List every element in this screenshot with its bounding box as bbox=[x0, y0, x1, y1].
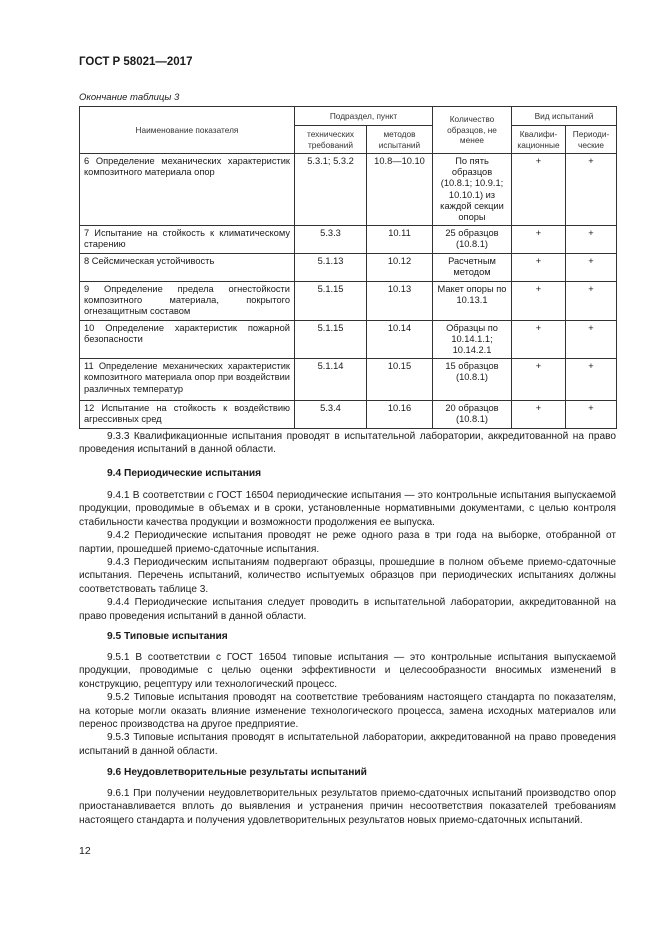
row-quantity: По пять образцов (10.8.1; 10.9.1; 10.10.1) из каждой секции опоры bbox=[433, 154, 512, 226]
row-test-method: 10.11 bbox=[367, 226, 433, 254]
row-qualification: + bbox=[512, 154, 566, 226]
row-tech-req: 5.3.3 bbox=[295, 226, 367, 254]
row-test-method: 10.15 bbox=[367, 359, 433, 401]
paragraph-block bbox=[79, 651, 616, 758]
row-test-method: 10.14 bbox=[367, 320, 433, 359]
header-quantity: Количество образцов, не менее bbox=[433, 107, 512, 154]
page-number: 12 bbox=[79, 845, 91, 857]
row-quantity: 25 образцов (10.8.1) bbox=[433, 226, 512, 254]
header-subsection: Подраздел, пункт bbox=[295, 107, 433, 126]
row-test-method: 10.16 bbox=[367, 401, 433, 429]
row-name: 10 Определение характеристик пожарной безопасности bbox=[80, 320, 295, 359]
row-periodic: + bbox=[566, 359, 617, 401]
row-tech-req: 5.3.1; 5.3.2 bbox=[295, 154, 367, 226]
row-qualification: + bbox=[512, 226, 566, 254]
paragraph-9-5-3: 9.5.3 Типовые испытания проводят в испытательной лаборатории, аккредитованной на право проведения испытаний в данной области. bbox=[79, 732, 616, 757]
paragraph-9-4-1: 9.4.1 В соответствии с ГОСТ 16504 периодические испытания — это контрольные испытания выпускаемой продукции, проводимые в объемах и в сроки, установленные нормативными документами, с целью контроля стабильности качества продукции и возможности продолжения ее выпуска. bbox=[79, 490, 616, 528]
row-qualification: + bbox=[512, 254, 566, 281]
row-name: 8 Сейсмическая устойчивость bbox=[80, 254, 295, 281]
row-qualification: + bbox=[512, 401, 566, 429]
table-row bbox=[80, 281, 617, 320]
row-periodic: + bbox=[566, 226, 617, 254]
row-name: 12 Испытание на стойкость к воздействию агрессивных сред bbox=[80, 401, 295, 429]
table-row bbox=[80, 359, 617, 401]
row-name: 9 Определение предела огнестойкости композитного материала, покрытого огнезащитным составом bbox=[80, 281, 295, 320]
row-name: 7 Испытание на стойкость к климатическому старению bbox=[80, 226, 295, 254]
row-tech-req: 5.1.13 bbox=[295, 254, 367, 281]
paragraph-block bbox=[79, 489, 616, 623]
row-periodic: + bbox=[566, 154, 617, 226]
row-quantity: Макет опоры по 10.13.1 bbox=[433, 281, 512, 320]
row-test-method: 10.13 bbox=[367, 281, 433, 320]
table-caption: Окончание таблицы 3 bbox=[79, 92, 180, 103]
paragraph-9-3-3: 9.3.3 Квалификационные испытания проводят в испытательной лаборатории, аккредитованной на право проведения испытаний в данной области. bbox=[79, 431, 616, 456]
row-quantity: Расчетным методом bbox=[433, 254, 512, 281]
section-heading-9-5: 9.5 Типовые испытания bbox=[107, 631, 228, 642]
paragraph-block bbox=[79, 787, 616, 827]
paragraph-9-6-1: 9.6.1 При получении неудовлетворительных результатов приемо-сдаточных испытаний производство опор приостанавливается вплоть до выявления и устранения причин несоответствия показателей требованиям настоящего стандарта и получения удовлетворительных результатов новых приемо-сдаточных испытаний. bbox=[79, 788, 616, 826]
row-name: 6 Определение механических характеристик композитного материала опор bbox=[80, 154, 295, 226]
document-code-header: ГОСТ Р 58021—2017 bbox=[79, 56, 193, 68]
header-test-methods: методов испытаний bbox=[367, 126, 433, 154]
row-quantity: 15 образцов (10.8.1) bbox=[433, 359, 512, 401]
paragraph-9-5-2: 9.5.2 Типовые испытания проводят на соответствие требованиям настоящего стандарта по показателям, на которые могли оказать влияние изменение технологического процесса, замена исходных материалов или перенос производства на другое предприятие. bbox=[79, 692, 616, 731]
row-tech-req: 5.3.4 bbox=[295, 401, 367, 429]
paragraph-9-4-3: 9.4.3 Периодическим испытаниям подвергают образцы, прошедшие в полном объеме приемо-сдаточные испытания. Перечень испытаний, количество испытуемых образцов при периодических испытаниях должны соответствовать таблице 3. bbox=[79, 557, 616, 595]
row-name: 11 Определение механических характеристик композитного материала опор при воздействии различных температур bbox=[80, 359, 295, 401]
row-periodic: + bbox=[566, 254, 617, 281]
row-tech-req: 5.1.14 bbox=[295, 359, 367, 401]
section-heading-9-4: 9.4 Периодические испытания bbox=[107, 468, 262, 479]
header-qualification: Квалифи-кационные bbox=[512, 126, 566, 154]
paragraph-9-5-1: 9.5.1 В соответствии с ГОСТ 16504 типовые испытания — это контрольные испытания выпускаемой продукции, проводимые с целью оценки эффективности и целесообразности вносимых изменений в конструкцию, рецептуру или технологический процесс. bbox=[79, 652, 616, 690]
header-test-type: Вид испытаний bbox=[512, 107, 617, 126]
row-periodic: + bbox=[566, 281, 617, 320]
table-row bbox=[80, 401, 617, 429]
row-quantity: 20 образцов (10.8.1) bbox=[433, 401, 512, 429]
row-test-method: 10.8—10.10 bbox=[367, 154, 433, 226]
section-heading-9-6: 9.6 Неудовлетворительные результаты испытаний bbox=[107, 767, 367, 778]
row-periodic: + bbox=[566, 401, 617, 429]
row-tech-req: 5.1.15 bbox=[295, 281, 367, 320]
row-qualification: + bbox=[512, 281, 566, 320]
paragraph-9-4-4: 9.4.4 Периодические испытания следует проводить в испытательной лаборатории, аккредитованной на право проведения испытаний в данной области. bbox=[79, 597, 616, 622]
table-row bbox=[80, 320, 617, 359]
header-name: Наименование показателя bbox=[80, 107, 295, 154]
test-table bbox=[79, 106, 617, 429]
table-row bbox=[80, 254, 617, 281]
row-tech-req: 5.1.15 bbox=[295, 320, 367, 359]
table-row bbox=[80, 226, 617, 254]
row-qualification: + bbox=[512, 359, 566, 401]
row-quantity: Образцы по 10.14.1.1; 10.14.2.1 bbox=[433, 320, 512, 359]
paragraph-block bbox=[79, 430, 616, 457]
row-periodic: + bbox=[566, 320, 617, 359]
row-qualification: + bbox=[512, 320, 566, 359]
paragraph-9-4-2: 9.4.2 Периодические испытания проводят не реже одного раза в три года на выборке, отобранной от партии, прошедшей приемо-сдаточные испытания. bbox=[79, 530, 616, 555]
table-row bbox=[80, 154, 617, 226]
header-tech-req: технических требований bbox=[295, 126, 367, 154]
header-periodic: Периоди-ческие bbox=[566, 126, 617, 154]
row-test-method: 10.12 bbox=[367, 254, 433, 281]
